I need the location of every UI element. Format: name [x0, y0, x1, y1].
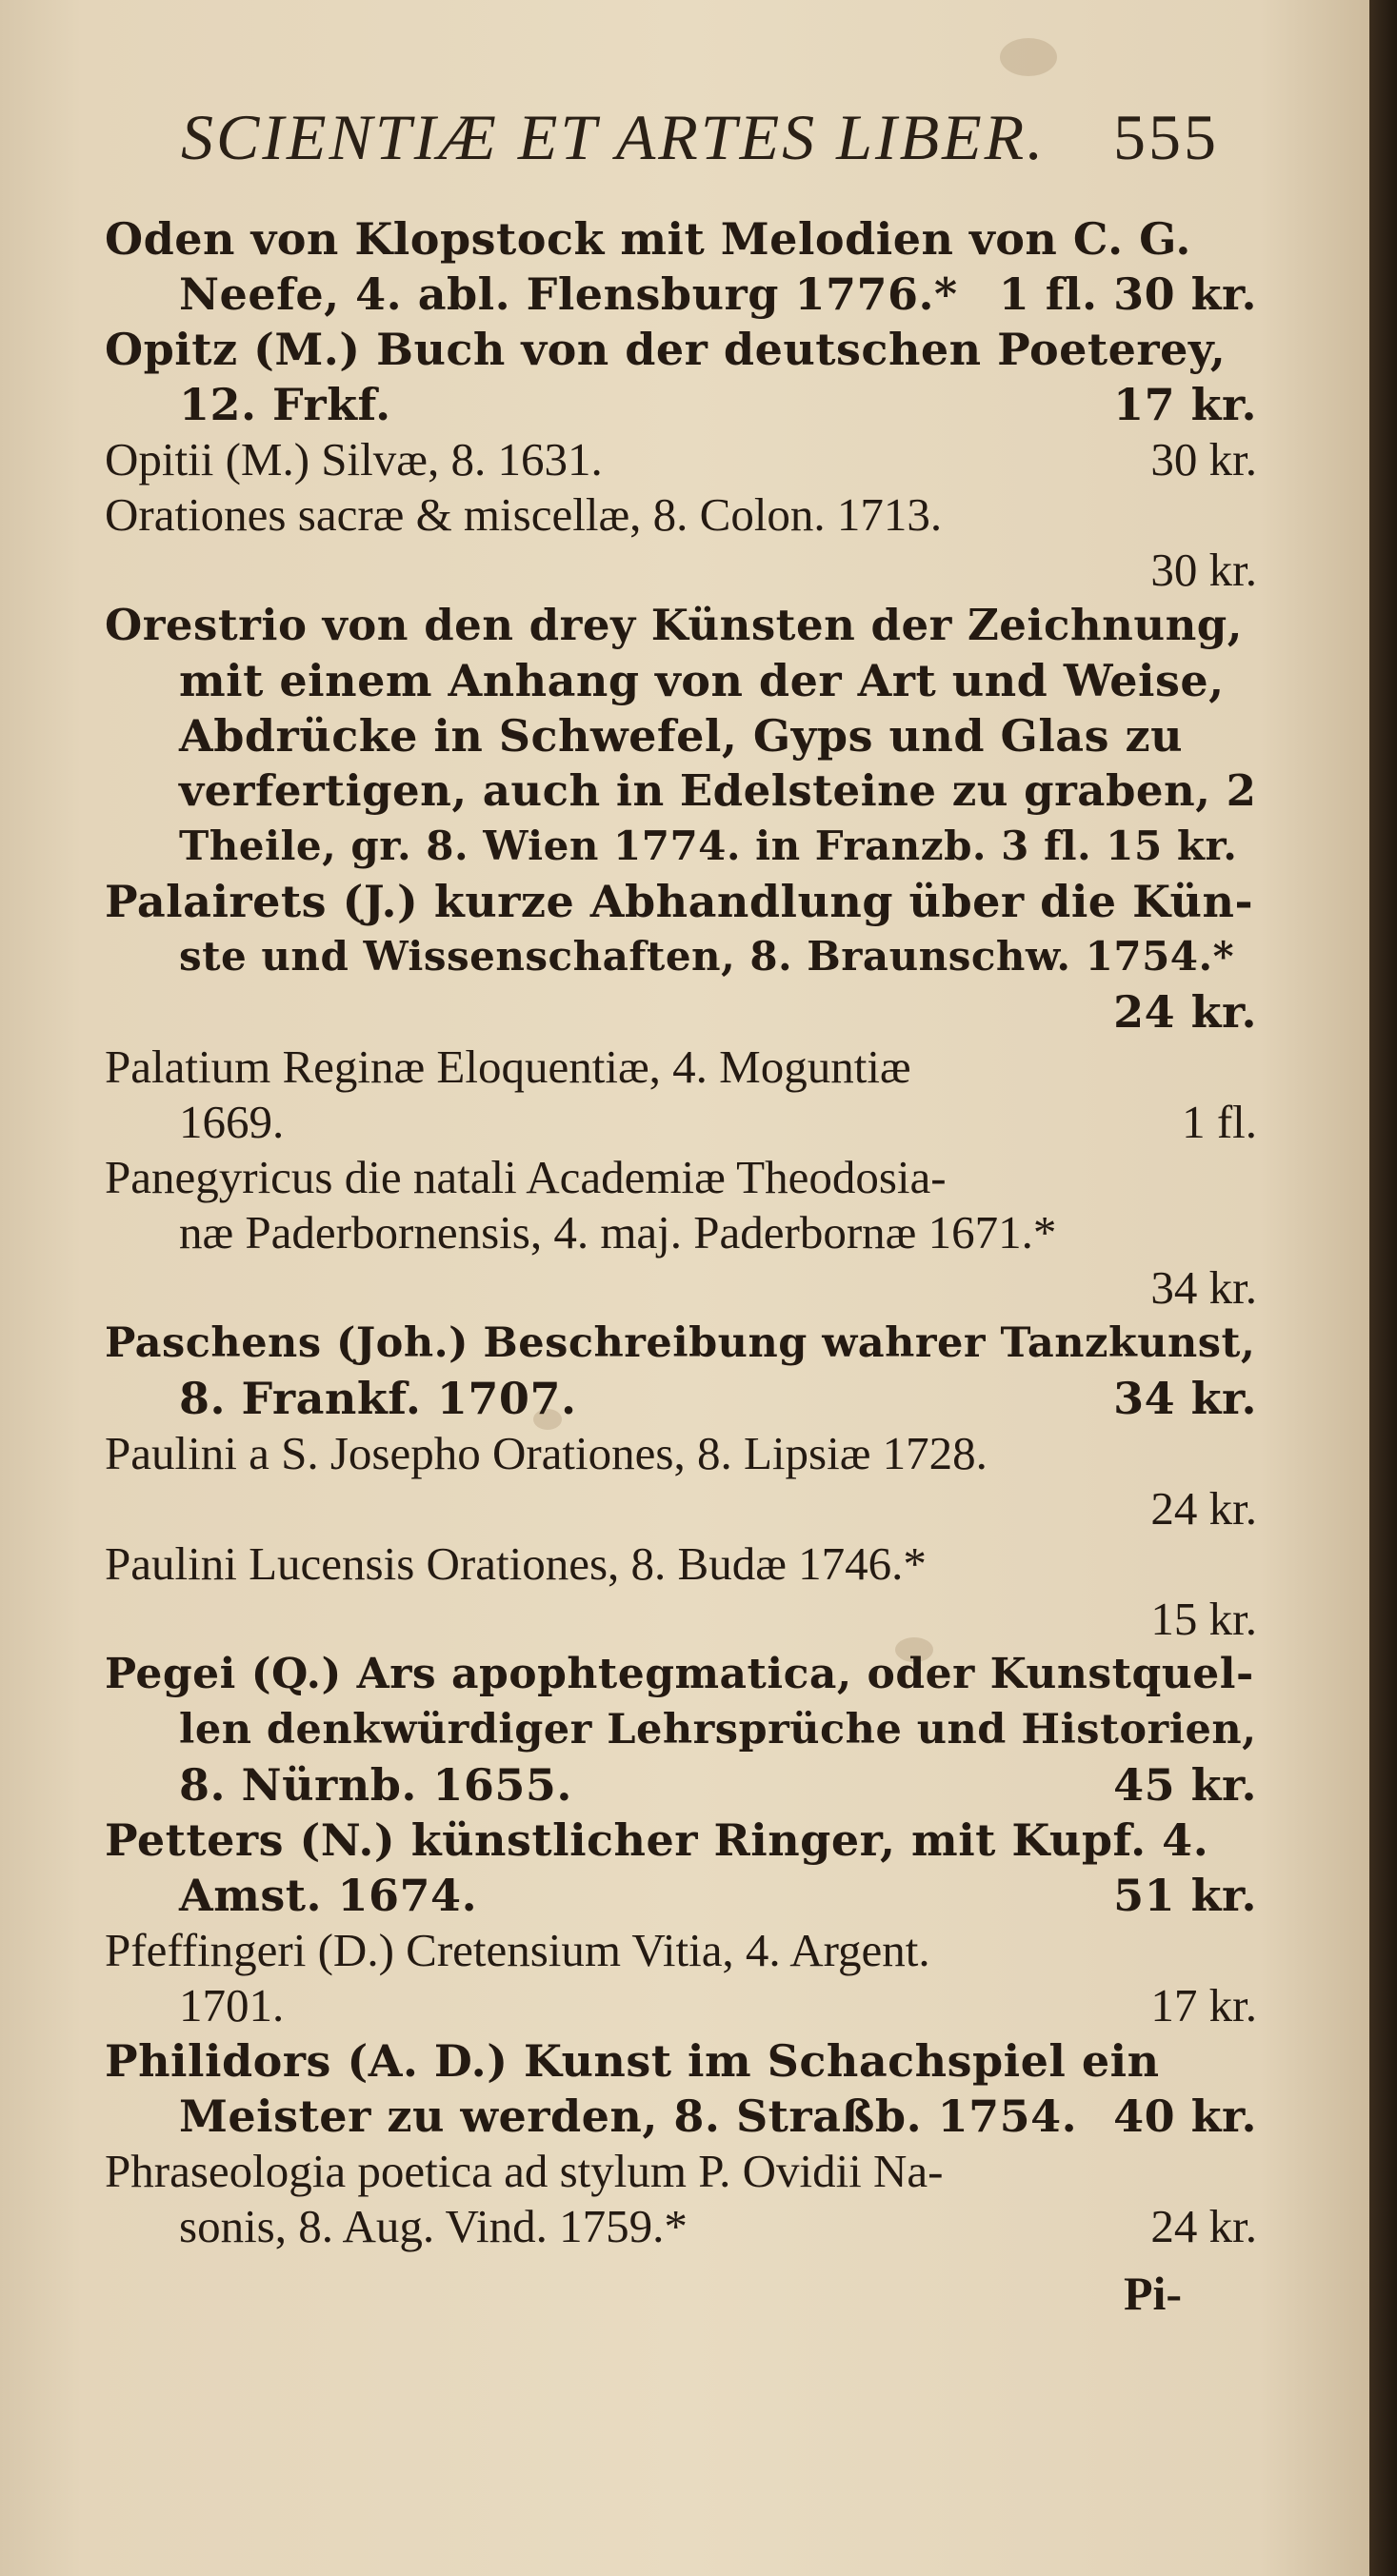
entry-text: Orationes sacræ & miscellæ, 8. Colon. 1713.: [105, 488, 943, 541]
entry-price: 45 kr.: [1113, 1759, 1257, 1811]
entry-price: 34 kr.: [1150, 1261, 1257, 1314]
entry-text: Oden von Klopstock mit Melodien von C. G.: [105, 213, 1191, 265]
entry-text: sonis, 8. Aug. Vind. 1759.*: [179, 2200, 688, 2252]
entry-text: Opitii (M.) Silvæ, 8. 1631.: [105, 433, 603, 485]
catalog-entry-continuation: [105, 1592, 1257, 1647]
entry-text: Panegyricus die natali Academiæ Theodosia-: [105, 1151, 947, 1203]
catalog-entry-continuation: [105, 2199, 1257, 2254]
entry-text: 1669.: [179, 1096, 285, 1148]
catalog-entry-continuation: [105, 819, 1257, 874]
catalog-entry-continuation: [105, 1371, 1257, 1426]
entry-text: Palairets (J.) kurze Abhandlung über die Kün-: [105, 876, 1254, 927]
entry-price: 40 kr.: [1113, 2091, 1257, 2142]
catalog-entry-continuation: [105, 1978, 1257, 2033]
entry-price: 51 kr.: [1113, 1870, 1257, 1921]
catalog-entry-continuation: [105, 2089, 1257, 2144]
catalog-entry-line: [105, 874, 1257, 929]
header-title: SCIENTIÆ ET ARTES LIBER.: [181, 101, 1047, 173]
entry-text: Amst. 1674.: [179, 1870, 478, 1921]
entry-price: 30 kr.: [1150, 544, 1257, 596]
catalog-entry-continuation: [105, 1260, 1257, 1316]
catalog-entry-continuation: [105, 708, 1257, 763]
entry-text: len denkwürdiger Lehrsprüche und Historien,: [179, 1706, 1257, 1754]
catalog-entry-line: [105, 1316, 1257, 1371]
entry-text: Abdrücke in Schwefel, Gyps und Glas zu: [179, 710, 1184, 762]
entry-text: Philidors (A. D.) Kunst im Schachspiel ein: [105, 2035, 1160, 2087]
entry-text: Paulini a S. Josepho Orationes, 8. Lipsiæ 1728.: [105, 1427, 988, 1479]
catalog-entry-line: [105, 1536, 1257, 1592]
catalog-entry-line: [105, 432, 1257, 487]
catalog-entry-continuation: [105, 267, 1257, 322]
catalog-entry-line: [105, 2144, 1257, 2199]
entry-text: Palatium Reginæ Eloquentiæ, 4. Moguntiæ: [105, 1040, 911, 1093]
catalog-entry-line: [105, 1426, 1257, 1481]
entry-price: 24 kr.: [1113, 986, 1257, 1038]
page-number: 555: [1113, 101, 1219, 173]
entry-text: Neefe, 4. abl. Flensburg 1776.*: [179, 268, 958, 320]
entry-price: 17 kr.: [1113, 379, 1257, 430]
entry-text: Pfeffingeri (D.) Cretensium Vitia, 4. Argent.: [105, 1924, 930, 1976]
catalog-entry-continuation: [105, 377, 1257, 432]
entry-price: 34 kr.: [1113, 1373, 1257, 1424]
entry-price: 1 fl.: [1182, 1096, 1257, 1148]
entry-text: 8. Frankf. 1707.: [179, 1373, 577, 1424]
entry-text: Theile, gr. 8. Wien 1774. in Franzb. 3 fl. 15 kr.: [179, 822, 1238, 869]
catalog-entry-continuation: [105, 543, 1257, 598]
entry-text: verfertigen, auch in Edelsteine zu graben, 2: [179, 765, 1257, 816]
entry-text: Phraseologia poetica ad stylum P. Ovidii Na-: [105, 2145, 944, 2197]
entry-text: Opitz (M.) Buch von der deutschen Poeterey,: [105, 324, 1227, 375]
book-edge: [1369, 0, 1397, 2576]
catalog-entry-continuation: [105, 1481, 1257, 1536]
entry-text: Orestrio von den drey Künsten der Zeichnung,: [105, 600, 1243, 650]
catalog-entry-line: [105, 1923, 1257, 1978]
entry-price: 24 kr.: [1150, 2200, 1257, 2252]
entry-text: næ Paderbornensis, 4. maj. Paderbornæ 1671.*: [179, 1206, 1057, 1258]
running-header: [181, 100, 1219, 186]
catalog-entry-continuation: [105, 653, 1257, 708]
entry-text: 1701.: [179, 1979, 285, 2031]
paper-stain: [1000, 38, 1057, 76]
catalog-entry-continuation: [105, 1095, 1257, 1150]
catalog-entry-continuation: [105, 984, 1257, 1040]
catalog-entry-line: [105, 487, 1257, 543]
catalog-entry-continuation: [105, 1868, 1257, 1923]
entry-price: 15 kr.: [1150, 1593, 1257, 1645]
entry-text: Pegei (Q.) Ars apophtegmatica, oder Kunstquel-: [105, 1650, 1254, 1698]
entry-text: Paschens (Joh.) Beschreibung wahrer Tanzkunst,: [105, 1319, 1256, 1367]
catchword: Pi-: [1124, 2267, 1183, 2320]
entry-text: Petters (N.) künstlicher Ringer, mit Kupf. 4.: [105, 1814, 1209, 1866]
entry-text: ste und Wissenschaften, 8. Braunschw. 1754.*: [179, 933, 1235, 980]
catalog-entry-continuation: [105, 1205, 1257, 1260]
catalog-entry-line: [105, 2033, 1257, 2089]
entry-price: 17 kr.: [1150, 1979, 1257, 2031]
catalog-entry-line: [105, 598, 1257, 653]
catalog-entry-continuation: [105, 929, 1257, 984]
catalog-entry-line: [105, 1040, 1257, 1095]
catalog-entry-line: [105, 1813, 1257, 1868]
catalog-entries: [105, 211, 1257, 2254]
entry-price: 24 kr.: [1150, 1482, 1257, 1535]
catalog-entry-continuation: [105, 763, 1257, 819]
entry-price: 30 kr.: [1150, 433, 1257, 485]
catalog-entry-line: [105, 1150, 1257, 1205]
catalog-entry-line: [105, 1647, 1257, 1702]
catalog-entry-continuation: [105, 1702, 1257, 1757]
catalog-entry-line: [105, 211, 1257, 267]
entry-price: 1 fl. 30 kr.: [998, 268, 1257, 320]
entry-text: 12. Frkf.: [179, 379, 391, 430]
entry-text: Meister zu werden, 8. Straßb. 1754.: [179, 2091, 1078, 2142]
catalog-entry-continuation: [105, 1757, 1257, 1813]
entry-text: mit einem Anhang von der Art und Weise,: [179, 655, 1225, 706]
entry-text: Paulini Lucensis Orationes, 8. Budæ 1746.*: [105, 1537, 927, 1590]
entry-text: 8. Nürnb. 1655.: [179, 1759, 572, 1811]
catalog-entry-line: [105, 322, 1257, 377]
